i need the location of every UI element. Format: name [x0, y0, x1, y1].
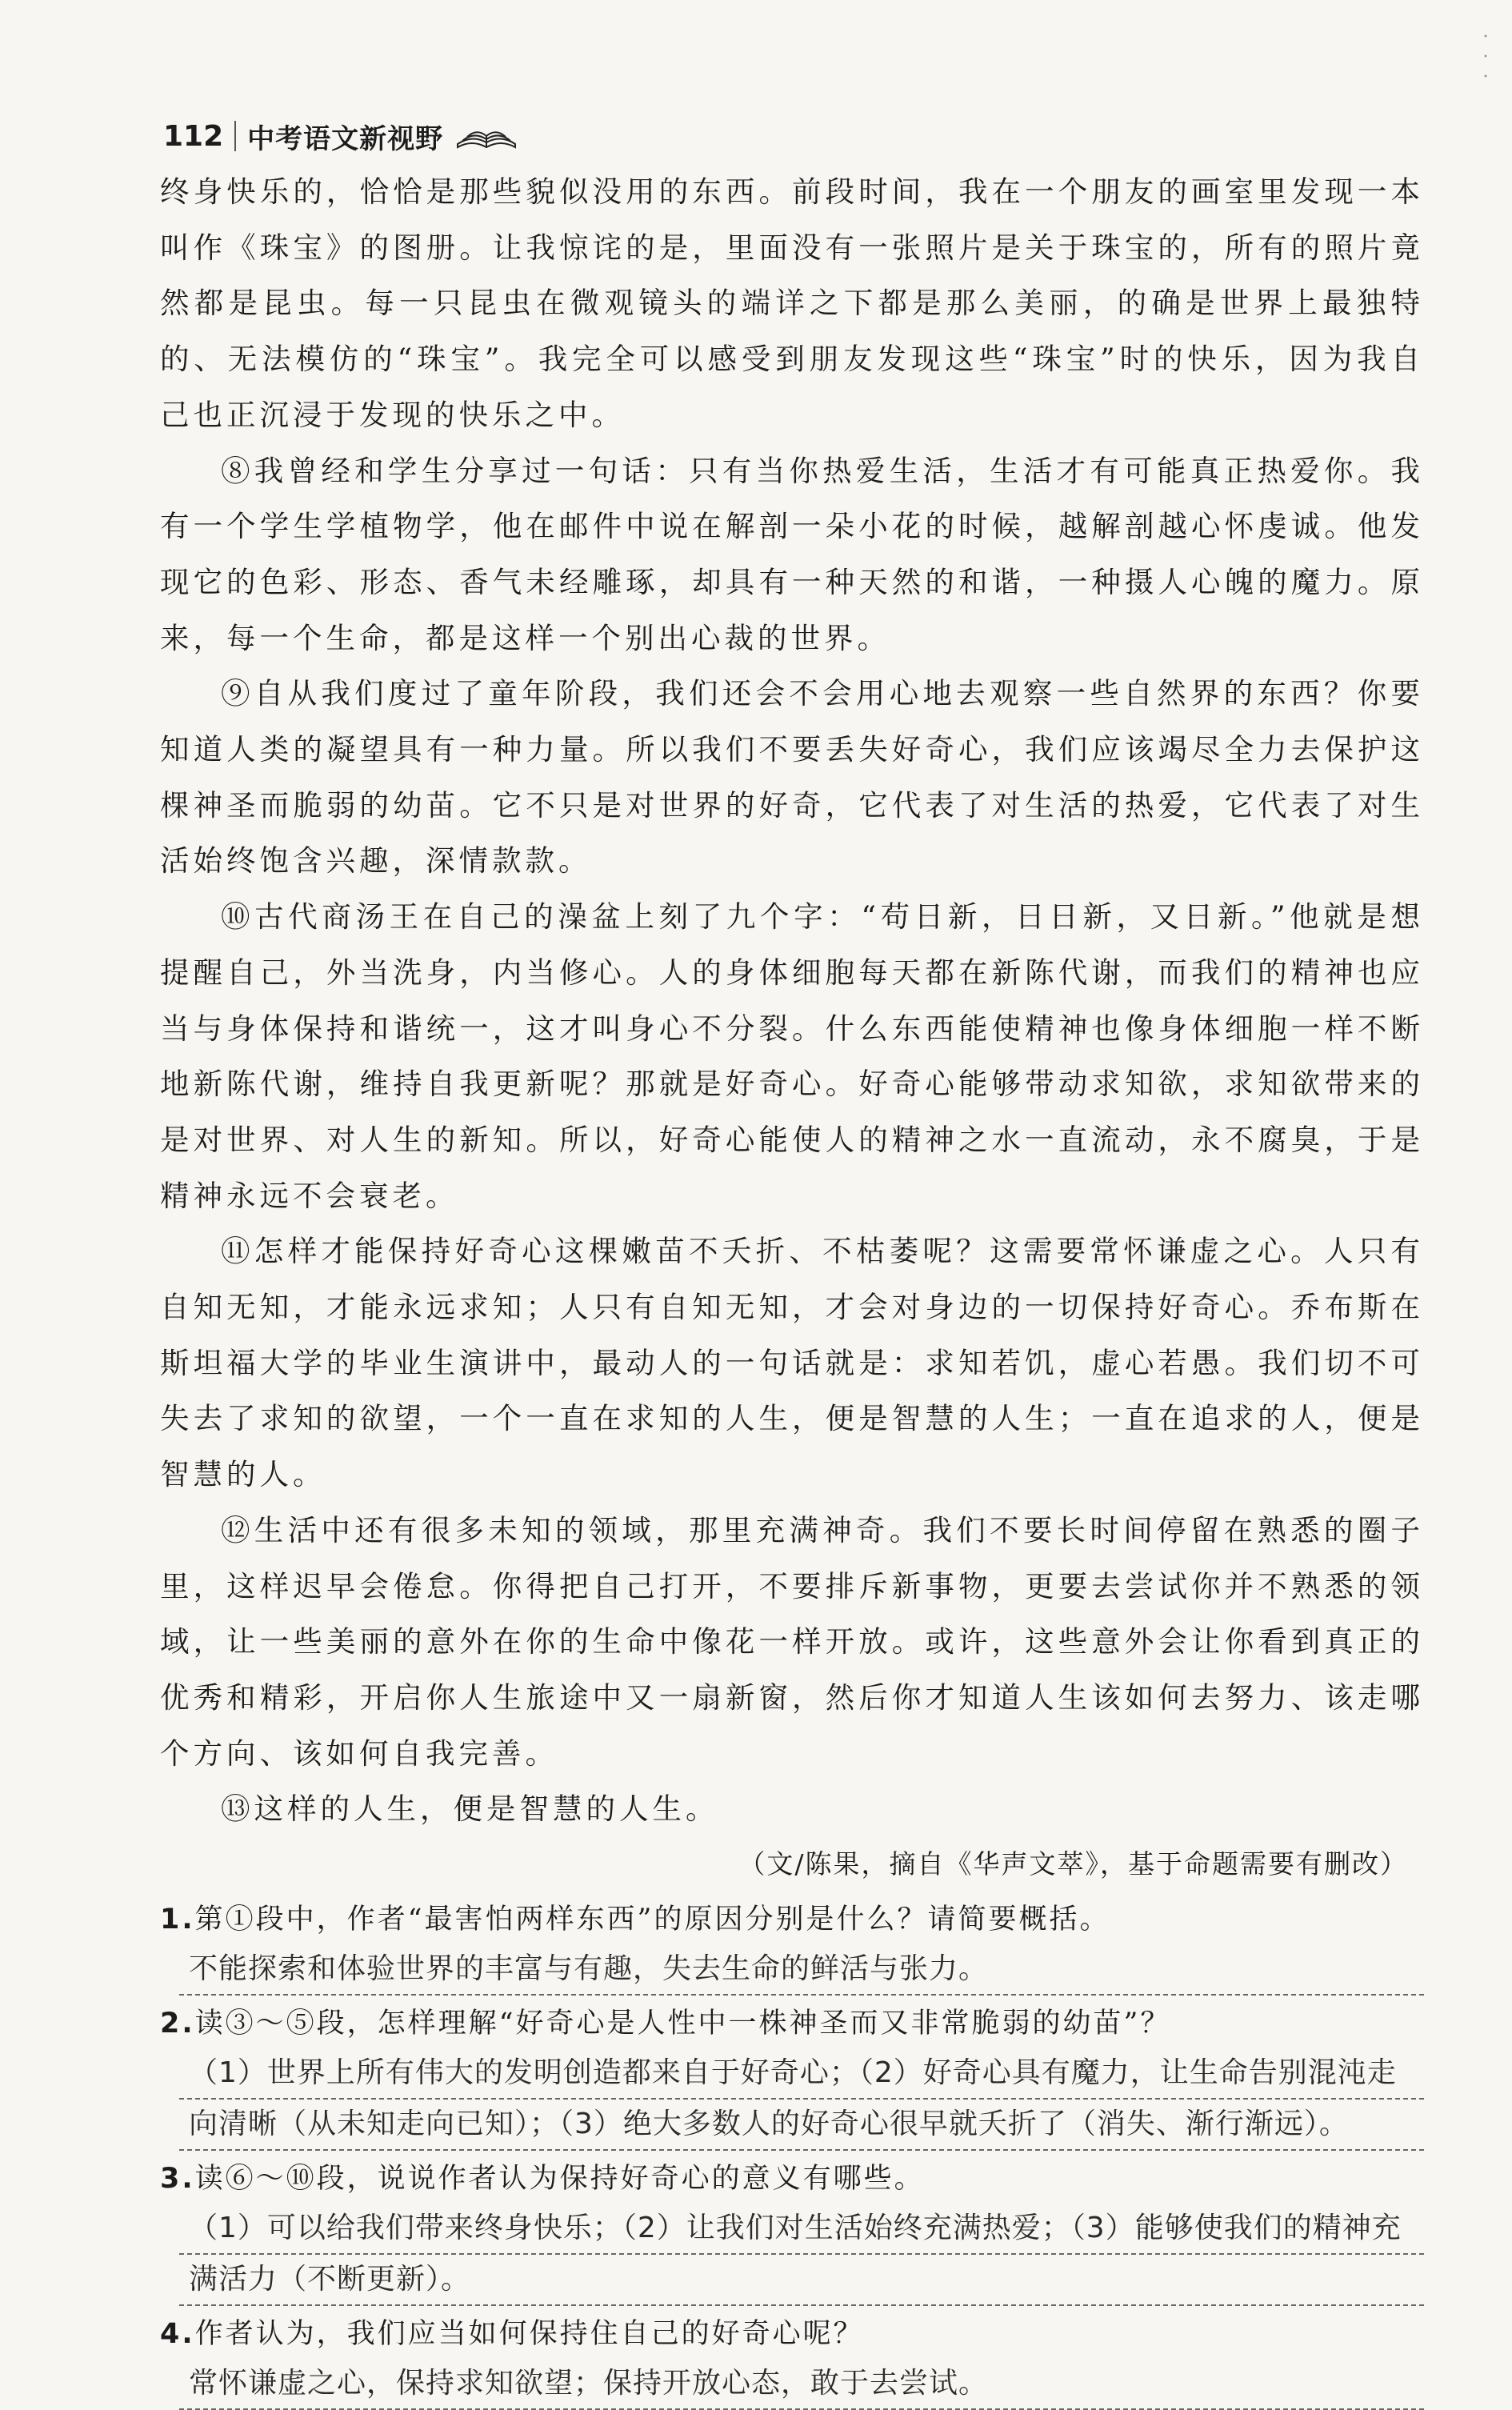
question-text: 第①段中，作者“最害怕两样东西”的原因分别是什么？请简要概括。 — [194, 1904, 1110, 1936]
question-number: 1. — [160, 1904, 195, 1936]
paragraph-11: ⑪怎样才能保持好奇心这棵嫩苗不夭折、不枯萎呢？这需要常怀谦虚之心。人只有自知无知，才能永远求知；人只有自知无知，才会对身边的一切保持好奇心。乔布斯在斯坦福大学的毕业生演讲中，最动人的一句话就是：求知若饥，虚心若愚。我们切不可失去了求知的欲望，一个一直在求知的人生，便是智慧的人生；一直在追求的人，便是智慧的人。 — [160, 1234, 1424, 1492]
answer-line: 不能探索和体验世界的丰富与有趣，失去生命的鲜活与张力。 — [179, 1944, 1424, 1996]
paragraph-8: ⑧我曾经和学生分享过一句话：只有当你热爱生活，生活才有可能真正热爱你。我有一个学生学植物学，他在邮件中说在解剖一朵小花的时候，越解剖越心怀虔诚。他发现它的色彩、形态、香气未经雕琢，却具有一种天然的和谐，一种摄人心魄的魔力。原来，每一个生命，都是这样一个别出心裁的世界。 — [160, 453, 1424, 655]
paragraph-12: ⑫生活中还有很多未知的领域，那里充满神奇。我们不要长时间停留在熟悉的圈子里，这样迟早会倦怠。你得把自己打开，不要排斥新事物，更要去尝试你并不熟悉的领域，让一些美丽的意外在你的生命中像花一样开放。或许，这些意外会让你看到真正的优秀和精彩，开启你人生旅途中又一扇新窗，然后你才知道人生该如何去努力、该走哪个方向、该如何自我完善。 — [160, 1512, 1424, 1771]
question-4 — [160, 2309, 1424, 2410]
answer-line: （1）世界上所有伟大的发明创造都来自于好奇心；（2）好奇心具有魔力，让生命告别混沌走 — [179, 2048, 1424, 2100]
book-title: 中考语文新视野 — [247, 122, 444, 155]
question-number: 4. — [160, 2318, 195, 2351]
question-text: 作者认为，我们应当如何保持住自己的好奇心呢？ — [194, 2318, 864, 2351]
open-book-icon — [454, 120, 518, 152]
page-header — [163, 112, 518, 160]
answer-line: （1）可以给我们带来终身快乐；（2）让我们对生活始终充满热爱；（3）能够使我们的精神充 — [179, 2204, 1424, 2255]
question-number: 2. — [160, 2008, 195, 2040]
header-divider — [234, 121, 236, 151]
question-3 — [160, 2154, 1424, 2306]
answer-line: 向清晰（从未知走向已知）；（3）绝大多数人的好奇心很早就夭折了（消失、渐行渐远）。 — [179, 2100, 1424, 2151]
question-2 — [160, 1999, 1424, 2151]
article-body — [160, 164, 1424, 2410]
paragraph-9: ⑨自从我们度过了童年阶段，我们还会不会用心地去观察一些自然界的东西？你要知道人类的凝望具有一种力量。所以我们不要丢失好奇心，我们应该竭尽全力去保护这棵神圣而脆弱的幼苗。它不只是对世界的好奇，它代表了对生活的热爱，它代表了对生活始终饱含兴趣，深情款款。 — [160, 676, 1424, 879]
question-text: 读⑥～⑩段，说说作者认为保持好奇心的意义有哪些。 — [194, 2163, 925, 2196]
question-number: 3. — [160, 2163, 195, 2196]
question-text: 读③～⑤段，怎样理解“好奇心是人性中一株神圣而又非常脆弱的幼苗”？ — [194, 2008, 1171, 2040]
source-citation: （文/陈果，摘自《华声文萃》，基于命题需要有删改） — [738, 1848, 1408, 1880]
paragraph-7-continued: 终身快乐的，恰恰是那些貌似没用的东西。前段时间，我在一个朋友的画室里发现一本叫作《珠宝》的图册。让我惊诧的是，里面没有一张照片是关于珠宝的，所有的照片竟然都是昆虫。每一只昆虫在微观镜头的端详之下都是那么美丽，的确是世界上最独特的、无法模仿的“珠宝”。我完全可以感受到朋友发现这些“珠宝”时的快乐，因为我自己也正沉浸于发现的快乐之中。 — [160, 174, 1424, 432]
edge-marks — [1483, 32, 1488, 96]
answer-line: 常怀谦虚之心，保持求知欲望；保持开放心态，敢于去尝试。 — [179, 2359, 1424, 2410]
question-1 — [160, 1895, 1424, 1996]
answer-line: 满活力（不断更新）。 — [179, 2255, 1424, 2306]
page-number: 112 — [163, 119, 224, 153]
paragraph-13: ⑬这样的人生，便是智慧的人生。 — [221, 1791, 719, 1827]
paragraph-10: ⑩古代商汤王在自己的澡盆上刻了九个字：“苟日新，日日新，又日新。”他就是想提醒自己，外当洗身，内当修心。人的身体细胞每天都在新陈代谢，而我们的精神也应当与身体保持和谐统一，这才叫身心不分裂。什么东西能使精神也像身体细胞一样不断地新陈代谢，维持自我更新呢？那就是好奇心。好奇心能够带动求知欲，求知欲带来的是对世界、对人生的新知。所以，好奇心能使人的精神之水一直流动，永不腐臭，于是精神永远不会衰老。 — [160, 899, 1424, 1213]
